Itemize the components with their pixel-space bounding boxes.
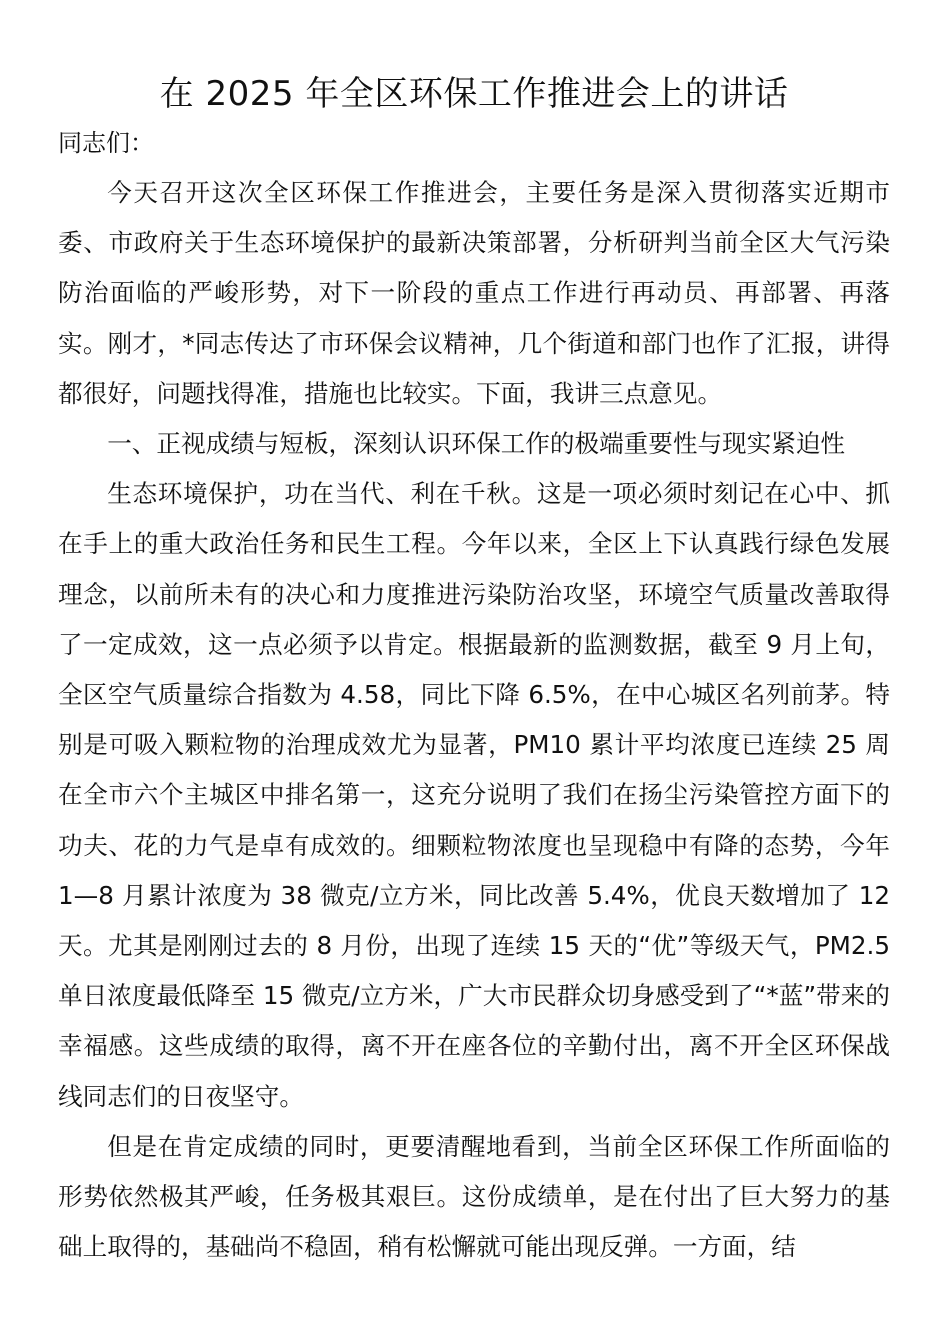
- document-title: 在 2025 年全区环保工作推进会上的讲话: [159, 74, 789, 114]
- paragraph-opening: 今天召开这次全区环保工作推进会，主要任务是深入贯彻落实近期市委、市政府关于生态环境保护的最新决策部署，分析研判当前全区大气污染防治面临的严峻形势，对下一阶段的重点工作进行再动员、再部署、再落实。刚才，*同志传达了市环保会议精神，几个街道和部门也作了汇报，讲得都很好，问题找得准，措施也比较实。下面，我讲三点意见。: [58, 178, 890, 408]
- paragraph-challenges: 但是在肯定成绩的同时，更要清醒地看到，当前全区环保工作所面临的形势依然极其严峻，任务极其艰巨。这份成绩单，是在付出了巨大努力的基础上取得的，基础尚不稳固，稍有松懈就可能出现反弹。一方面，结: [58, 1131, 890, 1262]
- section-heading-1: 一、正视成绩与短板，深刻认识环保工作的极端重要性与现实紧迫性: [107, 429, 846, 459]
- greeting: 同志们：: [58, 129, 154, 157]
- paragraph-achievements: 生态环境保护，功在当代、利在千秋。这是一项必须时刻记在心中、抓在手上的重大政治任务和民生工程。今年以来，全区上下认真践行绿色发展理念，以前所未有的决心和力度推进污染防治攻坚，环境空气质量改善取得了一定成效，这一点必须予以肯定。根据最新的监测数据，截至 9 月上旬，全区空气质量综合指数为 4.58，同比下降 6.5%，在中心城区名列前茅。特别是可吸入颗粒物的治理成效尤为显著，PM10 累计平均浓度已连续 25 周在全市六个主城区中排名第一，这充分说明了我们在扬尘污染管控方面下的功夫、花的力气是卓有成效的。细颗粒物浓度也呈现稳中有降的态势，今年 1—8 月累计浓度为 38 微克/立方米，同比改善 5.4%，优良天数增加了 12 天。尤其是刚刚过去的 8 月份，出现了连续 15 天的“优”等级天气，PM2.5 单日浓度最低降至 15 微克/立方米，广大市民群众切身感受到了“*蓝”带来的幸福感。这些成绩的取得，离不开在座各位的辛勤付出，离不开全区环保战线同志们的日夜坚守。: [58, 479, 890, 1111]
